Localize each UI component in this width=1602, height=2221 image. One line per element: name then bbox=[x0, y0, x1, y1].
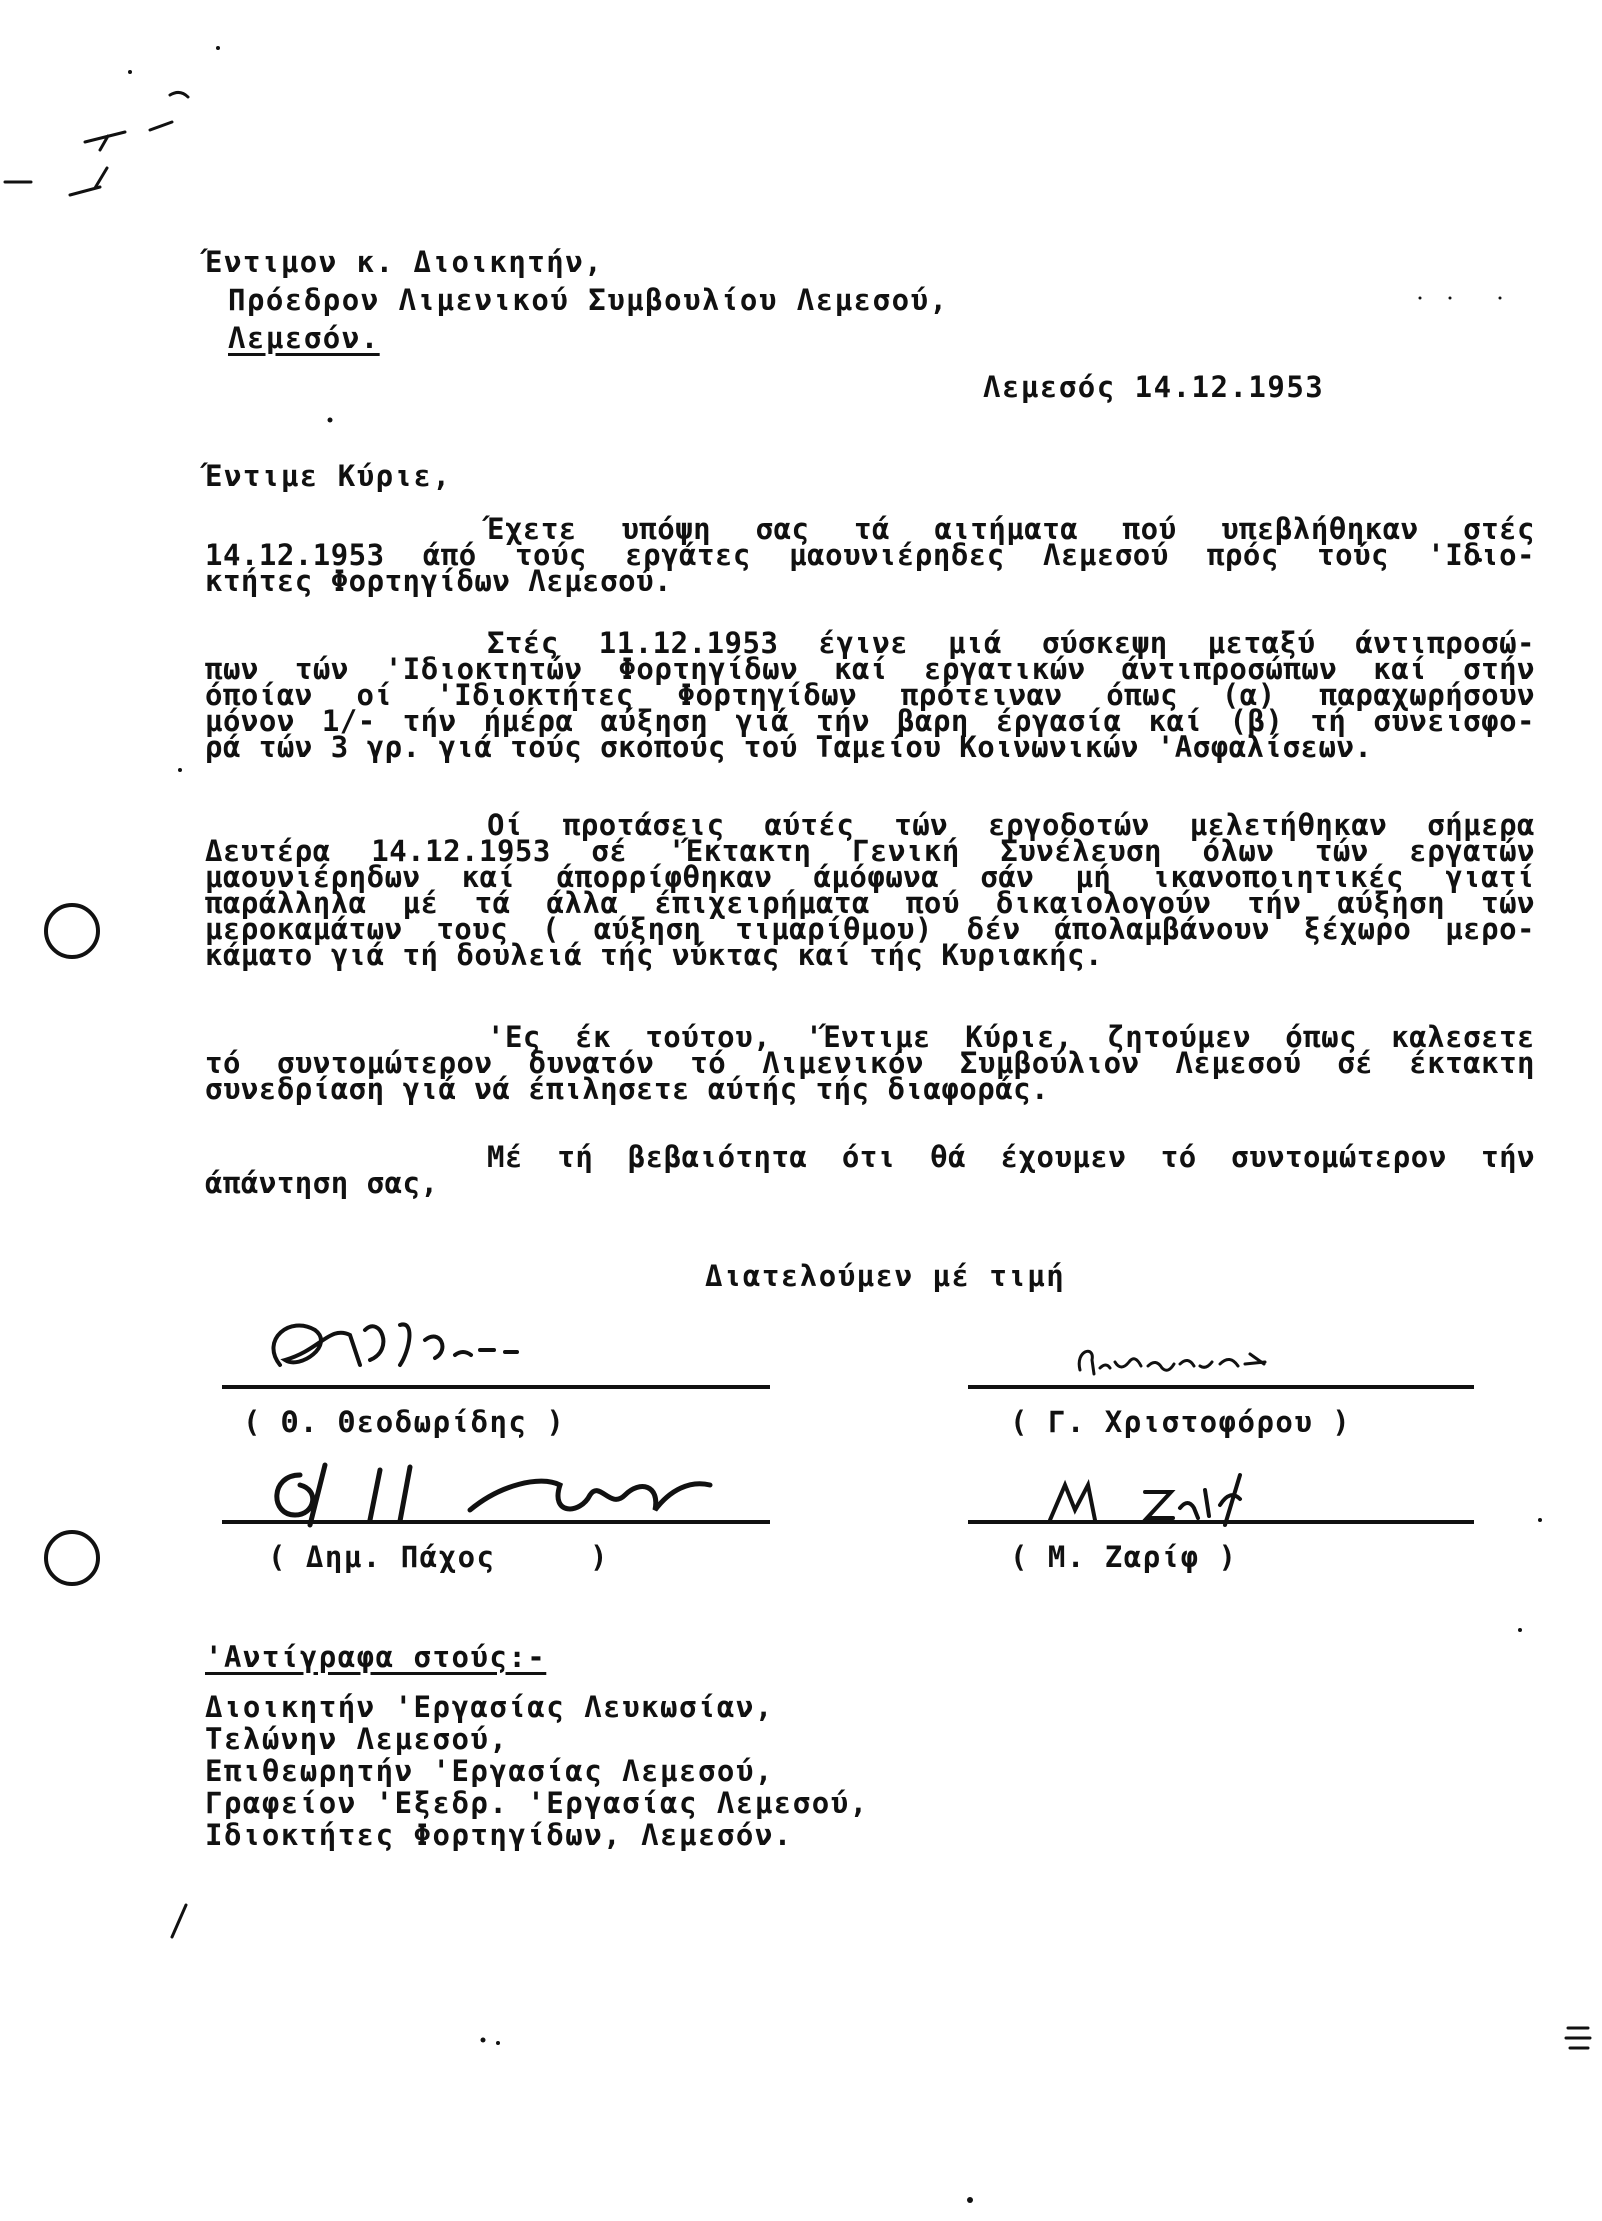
paragraph-5 bbox=[205, 1140, 1535, 1200]
paragraph-3 bbox=[205, 808, 1535, 972]
hole-punch-top bbox=[44, 903, 100, 959]
paragraph-line: μόνον 1/- τήν ήμέρα αύξηση γιά τήν βαρη έργασία καί (β) τή συνεισφο- bbox=[205, 704, 1535, 738]
signature-line-1 bbox=[222, 1385, 770, 1389]
paragraph-line: κτήτες Φορτηγίδων Λεμεσού. bbox=[205, 564, 672, 598]
recipient-line-3: Λεμεσόν. bbox=[228, 321, 380, 355]
paragraph-4 bbox=[205, 1020, 1535, 1106]
copies-item: Επιθεωρητήν 'Εργασίας Λεμεσού, bbox=[205, 1754, 774, 1788]
copies-item: Γραφείον 'Εξεδρ. 'Εργασίας Λεμεσού, bbox=[205, 1786, 869, 1820]
signatory-name-3: ( Δημ. Πάχος bbox=[268, 1540, 496, 1574]
signatory-name-2: ( Γ. Χριστοφόρου ) bbox=[1010, 1405, 1352, 1439]
paragraph-line: Μέ τή βεβαιότητα ότι θά έχουμεν τό συντομώτερον τήν bbox=[487, 1140, 1535, 1174]
signature-2 bbox=[1070, 1340, 1330, 1390]
copies-heading: 'Αντίγραφα στούς:- bbox=[205, 1640, 547, 1674]
signatory-paren-3: ) bbox=[590, 1540, 609, 1574]
recipient-line-2: Πρόεδρον Λιμενικού Συμβουλίου Λεμεσού, bbox=[228, 283, 949, 317]
recipient-line-1: Έντιμον κ. Διοικητήν, bbox=[205, 245, 604, 279]
paragraph-line: μεροκαμάτων τους ( αύξηση τιμαρίθμου) δέν άπολαμβάνουν ξέχωρο μερο- bbox=[205, 912, 1535, 946]
paragraph-line: τό συντομώτερον δυνατόν τό Λιμενικόν Συμβούλιον Λεμεσού σέ έκτακτη bbox=[205, 1046, 1535, 1080]
signatory-name-1: ( Θ. Θεοδωρίδης ) bbox=[243, 1405, 566, 1439]
copies-item: Τελώνην Λεμεσού, bbox=[205, 1722, 509, 1756]
paragraph-line: ρά τών 3 γρ. γιά τούς σκοπούς τού Ταμείου Κοινωνικών 'Ασφαλίσεων. bbox=[205, 730, 1373, 764]
salutation: Έντιμε Κύριε, bbox=[205, 459, 452, 493]
hole-punch-bottom bbox=[44, 1530, 100, 1586]
paragraph-line: όποίαν οί 'Ιδιοκτήτες Φορτηγίδων πρότειναν όπως (α) παραχωρήσουν bbox=[205, 678, 1535, 712]
paragraph-2 bbox=[205, 626, 1535, 764]
paragraph-1 bbox=[205, 512, 1535, 598]
copies-item: Ιδιοκτήτες Φορτηγίδων, Λεμεσόν. bbox=[205, 1818, 793, 1852]
copies-item: Διοικητήν 'Εργασίας Λευκωσίαν, bbox=[205, 1690, 774, 1724]
paragraph-line: πων τών 'Ιδιοκτητών Φορτηγίδων καί εργατικών άντιπροσώπων καί στήν bbox=[205, 652, 1535, 686]
paragraph-line: μαουνιέρηδων καί άπορρίφθηκαν άμόφωνα σάν μή ικανοποιητικές γιατί bbox=[205, 860, 1535, 894]
paragraph-line: 'Ες έκ τούτου, 'Έντιμε Κύριε, ζητούμεν όπως καλεσετε bbox=[487, 1020, 1535, 1054]
signatory-name-4: ( Μ. Ζαρίφ ) bbox=[1010, 1540, 1238, 1574]
paragraph-line: Οί προτάσεις αύτές τών εργοδοτών μελετήθηκαν σήμερα bbox=[487, 808, 1535, 842]
paragraph-line: συνεδρίαση γιά νά έπιλησετε αύτής τής διαφοράς. bbox=[205, 1072, 1050, 1106]
signature-1 bbox=[240, 1310, 600, 1390]
paragraph-line: Στές 11.12.1953 έγινε μιά σύσκεψη μεταξύ άντιπροσώ- bbox=[487, 626, 1535, 660]
place-date: Λεμεσός 14.12.1953 bbox=[983, 370, 1325, 404]
signature-line-2 bbox=[968, 1385, 1474, 1389]
paragraph-line: κάματο γιά τή δουλειά τής νύκτας καί τής Κυριακής. bbox=[205, 938, 1103, 972]
paragraph-line: Έχετε υπόψη σας τά αιτήματα πού υπεβλήθηκαν στές bbox=[487, 512, 1535, 546]
paragraph-line: 14.12.1953 άπό τούς εργάτες μαουνιέρηδες Λεμεσού πρός τούς 'Ιδιο- bbox=[205, 538, 1535, 572]
paragraph-line: Δευτέρα 14.12.1953 σέ 'Έκτακτη Γενική Συνέλευση όλων τών εργατών bbox=[205, 834, 1535, 868]
signature-line-4 bbox=[968, 1520, 1474, 1524]
signature-line-3 bbox=[222, 1520, 770, 1524]
closing: Διατελούμεν μέ τιμή bbox=[705, 1259, 1066, 1293]
paragraph-line: άπάντηση σας, bbox=[205, 1166, 439, 1200]
paragraph-line: παράλληλα μέ τά άλλα έπιχειρήματα πού δικαιολογούν τήν αύξηση τών bbox=[205, 886, 1535, 920]
